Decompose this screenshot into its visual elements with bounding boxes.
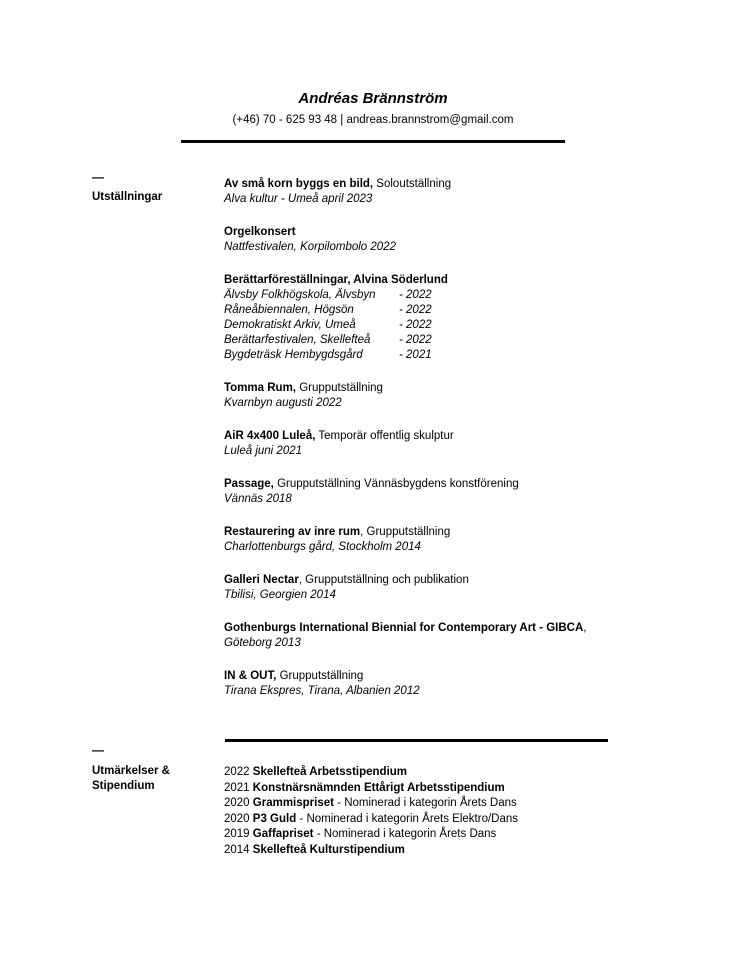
award-year: 2020 xyxy=(224,812,253,825)
exhibition-venue: Tirana Ekspres, Tirana, Albanien 2012 xyxy=(224,685,420,697)
award-item xyxy=(224,843,518,859)
exhibition-title xyxy=(224,477,724,492)
exhibition-title-bold: Restaurering av inre rum xyxy=(224,526,361,538)
exhibition-venue: Nattfestivalen, Korpilombolo 2022 xyxy=(224,241,396,253)
exhibition-title-detail: , xyxy=(583,622,587,634)
contact-line: (+46) 70 - 625 93 48 | andreas.brannstrom@gmail.com xyxy=(232,114,514,126)
venue-place: Älvsby Folkhögskola, Älvsbyn xyxy=(224,289,376,301)
exhibition-entry xyxy=(224,477,724,507)
exhibition-title-bold: Av små korn byggs en bild, xyxy=(224,178,374,190)
venue-year: - 2022 xyxy=(399,289,432,301)
exhibition-entry xyxy=(224,177,724,207)
exhibition-entry xyxy=(224,621,724,651)
exhibition-title xyxy=(224,621,724,636)
venue-place: Råneåbiennalen, Högsön xyxy=(224,304,354,316)
exhibition-title xyxy=(224,525,724,540)
award-item xyxy=(224,827,518,843)
award-item xyxy=(224,781,518,797)
venue-place: Berättarfestivalen, Skellefteå xyxy=(224,334,371,346)
award-name: Grammispriset xyxy=(252,797,334,809)
exhibition-title-detail: Soloutställning xyxy=(373,178,452,190)
award-detail: - Nominerad i kategorin Årets Dans xyxy=(313,828,497,840)
award-detail: - Nominerad i kategorin Årets Elektro/Dans xyxy=(296,812,519,825)
exhibition-title-detail: Temporär offentlig skulptur xyxy=(315,430,454,442)
award-year: 2014 xyxy=(224,843,253,856)
award-item xyxy=(224,796,518,812)
exhibition-title-detail: Grupputställning xyxy=(276,670,364,682)
award-name: Konstnärsnämnden Ettårigt Arbetsstipendium xyxy=(252,781,505,794)
section-dash: — xyxy=(92,170,104,184)
venue-row xyxy=(224,348,724,363)
exhibition-venue: Charlottenburgs gård, Stockholm 2014 xyxy=(224,541,421,553)
exhibition-title-bold: IN & OUT, xyxy=(224,670,277,682)
exhibition-title xyxy=(224,273,724,288)
award-year: 2022 xyxy=(224,766,253,778)
exhibition-title xyxy=(224,429,724,444)
section-dash: — xyxy=(92,743,104,757)
exhibition-title-bold: Berättarföreställningar, Alvina Söderlund xyxy=(224,274,448,286)
exhibitions-list xyxy=(224,177,724,717)
exhibition-venue: Kvarnbyn augusti 2022 xyxy=(224,397,342,409)
award-year: 2021 xyxy=(224,781,253,794)
section-label-exhibitions: Utställningar xyxy=(92,191,163,203)
exhibition-entry xyxy=(224,525,724,555)
venue-place: Bygdeträsk Hembygdsgård xyxy=(224,349,363,361)
exhibition-venue: Tbilisi, Georgien 2014 xyxy=(224,589,336,601)
award-year: 2019 xyxy=(224,828,253,840)
venue-row xyxy=(224,318,724,333)
header-divider xyxy=(181,140,565,143)
section-divider xyxy=(225,739,608,742)
exhibition-title-bold: Orgelkonsert xyxy=(224,226,296,238)
venue-place: Demokratiskt Arkiv, Umeå xyxy=(224,319,356,331)
exhibition-entry xyxy=(224,273,724,363)
exhibition-title-bold: Tomma Rum, xyxy=(224,382,296,394)
award-name: Skellefteå Kulturstipendium xyxy=(252,843,405,856)
venue-year: - 2022 xyxy=(399,319,432,331)
exhibition-title xyxy=(224,669,724,684)
exhibition-title xyxy=(224,381,724,396)
exhibition-title xyxy=(224,177,724,192)
exhibition-venue: Alva kultur - Umeå april 2023 xyxy=(224,193,373,205)
exhibition-title xyxy=(224,225,724,240)
exhibition-title-detail: , Grupputställning och publikation xyxy=(298,574,469,586)
venue-row xyxy=(224,333,724,348)
exhibition-entry xyxy=(224,429,724,459)
exhibition-title-detail: , Grupputställning xyxy=(360,526,451,538)
exhibition-entry xyxy=(224,669,724,699)
exhibition-title-bold: Passage, xyxy=(224,478,274,490)
award-item xyxy=(224,765,518,781)
exhibition-venue: Luleå juni 2021 xyxy=(224,445,303,457)
section-label-awards xyxy=(92,764,170,794)
exhibition-title-bold: Gothenburgs International Biennial for Contemporary Art - GIBCA xyxy=(224,622,584,634)
award-item xyxy=(224,812,518,828)
section-label-line: Stipendium xyxy=(92,780,155,792)
award-name: Skellefteå Arbetsstipendium xyxy=(252,766,408,778)
awards-list xyxy=(224,765,518,858)
venue-row xyxy=(224,288,724,303)
exhibition-title-bold: Galleri Nectar xyxy=(224,574,299,586)
exhibition-entry xyxy=(224,225,724,255)
exhibition-title-detail: Grupputställning Vännäsbygdens konstförening xyxy=(273,478,519,490)
cv-name: Andréas Brännström xyxy=(298,90,448,107)
exhibition-entry xyxy=(224,381,724,411)
award-year: 2020 xyxy=(224,797,253,809)
exhibition-title-bold: AiR 4x400 Luleå, xyxy=(224,430,316,442)
award-name: P3 Guld xyxy=(252,812,297,825)
exhibition-venue: Vännäs 2018 xyxy=(224,493,292,505)
venue-year: - 2022 xyxy=(399,304,432,316)
venue-row xyxy=(224,303,724,318)
award-name: Gaffapriset xyxy=(252,828,314,840)
exhibition-entry xyxy=(224,573,724,603)
venue-year: - 2022 xyxy=(399,334,432,346)
exhibition-title xyxy=(224,573,724,588)
section-label-line: Utmärkelser & xyxy=(92,765,170,777)
award-detail: - Nominerad i kategorin Årets Dans xyxy=(333,797,517,809)
venue-year: - 2021 xyxy=(399,349,432,361)
exhibition-venue: Göteborg 2013 xyxy=(224,637,301,649)
exhibition-title-detail: Grupputställning xyxy=(296,382,383,394)
